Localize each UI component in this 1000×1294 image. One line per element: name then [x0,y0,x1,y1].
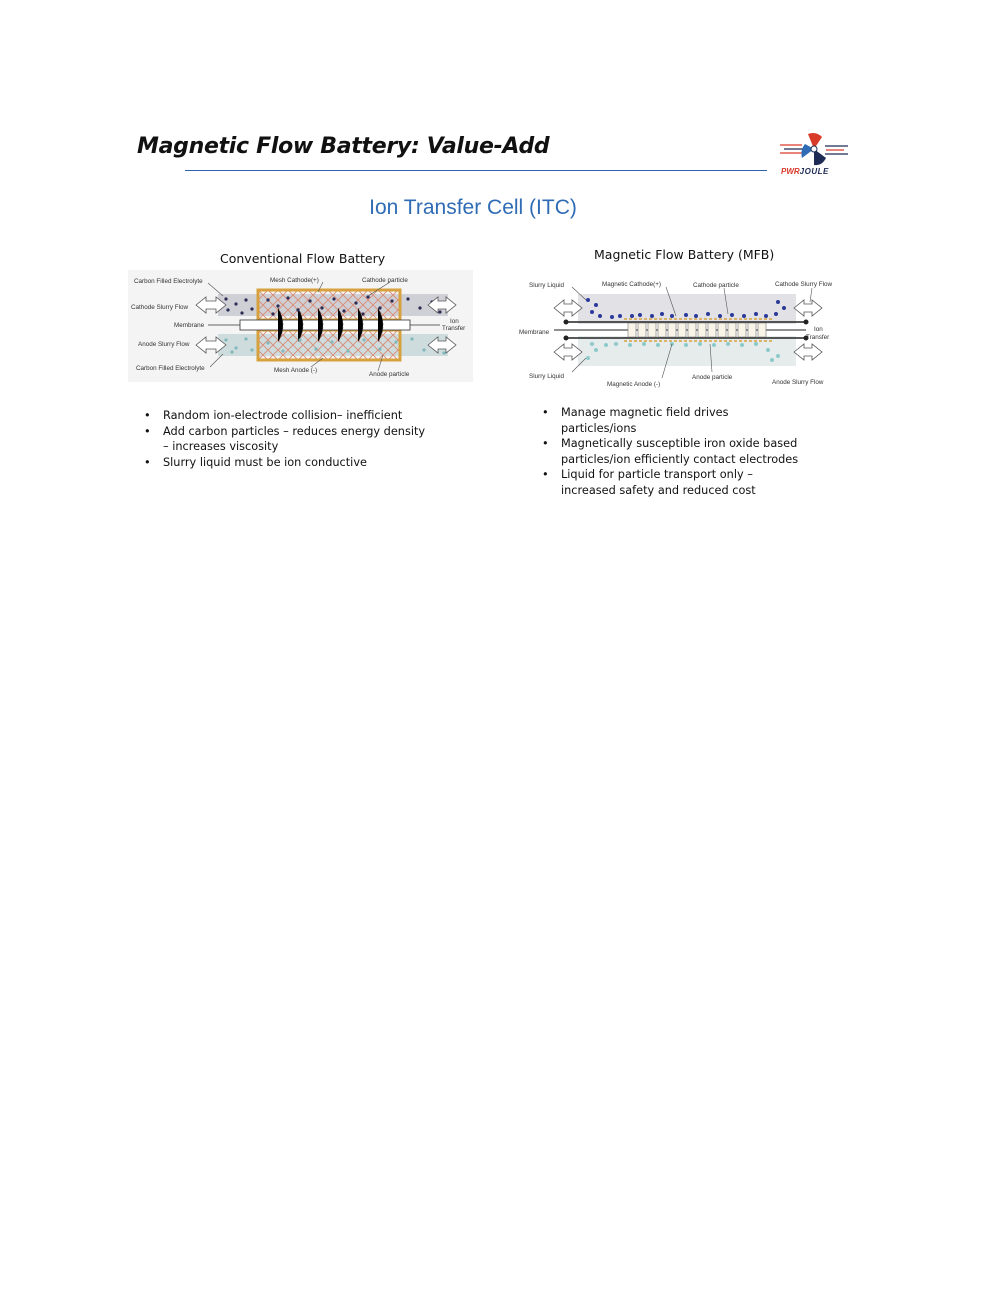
logo-turbine-icon [801,133,826,165]
label-magnetic-cathode: Magnetic Cathode(+) [602,281,661,288]
label-cathode-particle: Cathode particle [693,282,739,289]
bullet-text: Slurry liquid must be ion conductive [163,455,367,469]
bullet-text: Liquid for particle transport only – increased safety and reduced cost [561,468,756,497]
conventional-flow-battery-diagram [128,270,473,382]
magnetic-flow-battery-diagram [516,272,841,394]
label-anode-slurry-flow: Anode Slurry Flow [138,341,190,348]
label-carbon-filled-electrolyte-bottom: Carbon Filled Electrolyte [136,365,205,372]
label-ion: Ion [450,318,459,325]
bullet-item [144,455,434,471]
bullet-text: Add carbon particles – reduces energy density – increases viscosity [163,424,426,453]
bullet-text: Magnetically susceptible iron oxide based particles/ion efficiently contact electrodes [561,437,799,466]
label-anode-particle: Anode particle [369,371,410,378]
logo-wordmark [781,167,829,176]
label-cathode-slurry-flow: Cathode Slurry Flow [131,304,189,311]
mfb-figure-title: Magnetic Flow Battery (MFB) [594,247,775,262]
bullet-item [542,405,807,436]
bullet-dot-icon: • [144,409,151,422]
bullet-item [542,436,807,467]
membrane [240,320,410,330]
bullet-text: Random ion-electrode collision– inefficient [163,409,403,422]
logo-text-joule: JOULE [799,167,829,176]
label-cathode-particle: Cathode particle [362,277,408,284]
mfb-bullet-list [542,405,807,498]
label-ion: Ion [814,326,823,333]
bullet-dot-icon: • [542,437,549,450]
label-cathode-slurry-flow: Cathode Slurry Flow [775,281,833,288]
label-transfer: Transfer [806,334,830,341]
bullet-dot-icon: • [542,468,549,481]
label-anode-particle: Anode particle [692,374,733,381]
label-magnetic-anode: Magnetic Anode (-) [607,381,661,388]
label-mesh-anode: Mesh Anode (-) [274,367,318,374]
slide-title: Magnetic Flow Battery: Value-Add [137,134,550,159]
label-mesh-cathode: Mesh Cathode(+) [270,277,319,284]
bullet-dot-icon: • [144,424,151,438]
bullet-dot-icon: • [542,406,549,419]
bullet-item [144,408,434,424]
label-carbon-filled-electrolyte-top: Carbon Filled Electrolyte [134,278,203,285]
bullet-item [144,424,434,455]
label-membrane: Membrane [174,322,205,329]
conventional-figure-title: Conventional Flow Battery [220,251,386,266]
label-anode-slurry-flow: Anode Slurry Flow [772,379,824,386]
label-transfer: Transfer [442,325,466,332]
logo-text-pwr: PWR [781,167,800,176]
conventional-bullet-list [144,408,434,470]
bullet-item [542,467,807,498]
label-slurry-liquid-bottom: Slurry Liquid [529,373,564,380]
label-slurry-liquid-top: Slurry Liquid [529,282,564,289]
title-underline [185,170,767,171]
bullet-dot-icon: • [144,455,151,469]
bullet-text: Manage magnetic field drives particles/ions [561,406,729,435]
section-subtitle: Ion Transfer Cell (ITC) [369,196,577,219]
label-membrane: Membrane [519,329,550,336]
